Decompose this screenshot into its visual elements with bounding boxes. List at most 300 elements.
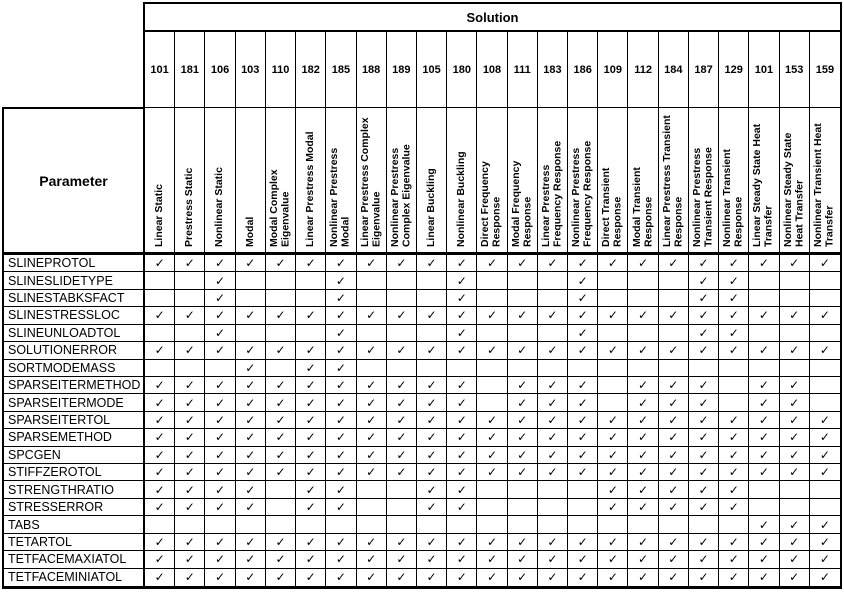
checkmark-icon: ✓ xyxy=(758,570,769,585)
check-cell-empty xyxy=(508,272,538,289)
check-cell-checked xyxy=(659,499,689,516)
check-cell-checked xyxy=(296,429,326,446)
checkmark-icon: ✓ xyxy=(668,465,679,480)
check-cell-checked xyxy=(145,377,175,394)
checkmark-icon: ✓ xyxy=(366,465,377,480)
checkmark-icon: ✓ xyxy=(698,291,709,306)
checkmark-icon: ✓ xyxy=(668,534,679,549)
check-cell-checked xyxy=(266,394,296,411)
checkmark-icon: ✓ xyxy=(335,256,346,271)
checkmark-icon: ✓ xyxy=(638,256,649,271)
parameter-name: TETFACEMINIATOL xyxy=(8,570,123,585)
checkmark-icon: ✓ xyxy=(607,465,618,480)
check-cell-empty xyxy=(387,290,417,307)
checkmark-icon: ✓ xyxy=(275,447,286,462)
checkmark-icon: ✓ xyxy=(789,517,800,532)
check-cell-checked xyxy=(205,394,235,411)
check-cell-checked xyxy=(568,569,598,586)
solution-name-cell xyxy=(568,108,598,252)
check-cell-checked xyxy=(628,534,658,551)
check-cell-checked xyxy=(417,429,447,446)
solution-name-label: Modal xyxy=(243,216,256,247)
checkmark-icon: ✓ xyxy=(426,482,437,497)
checkmark-icon: ✓ xyxy=(577,378,588,393)
check-cell-checked xyxy=(719,429,749,446)
checkmark-icon: ✓ xyxy=(789,447,800,462)
checkmark-icon: ✓ xyxy=(456,430,467,445)
checkmark-icon: ✓ xyxy=(547,412,558,427)
checkmark-icon: ✓ xyxy=(728,500,739,515)
check-cell-checked xyxy=(417,394,447,411)
checkmark-icon: ✓ xyxy=(789,395,800,410)
check-cell-checked xyxy=(477,464,507,481)
checkmark-icon: ✓ xyxy=(758,308,769,323)
check-cell-checked xyxy=(266,447,296,464)
check-cell-empty xyxy=(266,272,296,289)
check-cell-checked xyxy=(236,360,266,377)
check-cell-checked xyxy=(719,255,749,272)
check-cell-empty xyxy=(659,360,689,377)
checkmark-icon: ✓ xyxy=(728,412,739,427)
checkmark-icon: ✓ xyxy=(245,500,256,515)
check-cell-empty xyxy=(598,290,628,307)
check-cell-checked xyxy=(749,377,779,394)
checkmark-icon: ✓ xyxy=(366,395,377,410)
check-cell-checked xyxy=(357,429,387,446)
check-cell-checked xyxy=(568,255,598,272)
check-cell-checked xyxy=(780,394,810,411)
checkmark-icon: ✓ xyxy=(698,447,709,462)
check-cell-empty xyxy=(508,481,538,498)
checkmark-icon: ✓ xyxy=(728,343,739,358)
check-cell-checked xyxy=(175,551,205,568)
check-cell-empty xyxy=(477,325,507,342)
check-cell-checked xyxy=(508,255,538,272)
solution-number: 188 xyxy=(357,32,387,107)
checkmark-icon: ✓ xyxy=(819,430,830,445)
check-cell-checked xyxy=(145,499,175,516)
check-cell-checked xyxy=(205,325,235,342)
check-cell-checked xyxy=(357,342,387,359)
checkmark-icon: ✓ xyxy=(758,343,769,358)
checkmark-icon: ✓ xyxy=(638,570,649,585)
check-cell-checked xyxy=(236,412,266,429)
checkmark-icon: ✓ xyxy=(275,570,286,585)
checkmark-icon: ✓ xyxy=(607,482,618,497)
parameter-name: SPARSEITERMETHOD xyxy=(4,377,143,394)
solution-number: 189 xyxy=(387,32,417,107)
checkmark-icon: ✓ xyxy=(154,343,165,358)
solution-name-cell xyxy=(689,108,719,252)
solution-number: 106 xyxy=(205,32,235,107)
check-cell-empty xyxy=(719,394,749,411)
checkmark-icon: ✓ xyxy=(547,534,558,549)
checkmark-icon: ✓ xyxy=(184,412,195,427)
check-cell-checked xyxy=(628,394,658,411)
check-cell-checked xyxy=(175,377,205,394)
check-cell-checked xyxy=(236,447,266,464)
checkmark-icon: ✓ xyxy=(486,256,498,271)
check-cell-empty xyxy=(266,325,296,342)
checkmark-icon: ✓ xyxy=(154,500,165,515)
checkmark-icon: ✓ xyxy=(607,570,618,585)
checkmark-icon: ✓ xyxy=(698,256,709,271)
check-cell-checked xyxy=(447,255,477,272)
check-cell-checked xyxy=(477,551,507,568)
check-cell-checked xyxy=(145,534,175,551)
checkmark-icon: ✓ xyxy=(758,395,769,410)
checkmark-icon: ✓ xyxy=(335,500,346,515)
check-cell-empty xyxy=(175,516,205,533)
check-cell-checked xyxy=(357,412,387,429)
check-cell-checked xyxy=(266,429,296,446)
parameter-name: SPARSEMETHOD xyxy=(4,429,143,446)
check-cell-checked xyxy=(749,569,779,586)
check-cell-checked xyxy=(296,569,326,586)
checkmark-icon: ✓ xyxy=(215,291,226,306)
checkmark-icon: ✓ xyxy=(728,325,739,340)
checkmark-icon: ✓ xyxy=(668,378,679,393)
check-cell-checked xyxy=(175,499,205,516)
check-cell-checked xyxy=(719,481,749,498)
check-cell-empty xyxy=(810,377,840,394)
checkmark-icon: ✓ xyxy=(607,500,618,515)
check-cell-checked xyxy=(568,429,598,446)
check-cell-checked xyxy=(387,569,417,586)
check-cell-empty xyxy=(568,481,598,498)
check-cell-checked xyxy=(598,534,628,551)
checkmark-icon: ✓ xyxy=(154,412,165,427)
checkmark-icon: ✓ xyxy=(215,378,226,393)
solution-name-label: Nonlinear Prestress Transient Response xyxy=(691,147,715,247)
check-cell-checked xyxy=(387,342,417,359)
check-cell-checked xyxy=(780,255,810,272)
solution-number: 101 xyxy=(145,32,175,107)
solution-name-label: Direct Frequency Response xyxy=(479,161,503,247)
parameter-header-cell xyxy=(2,107,143,255)
checkmark-icon: ✓ xyxy=(215,465,226,480)
check-cell-checked xyxy=(689,290,719,307)
checkmark-icon: ✓ xyxy=(396,412,407,427)
checkmark-icon: ✓ xyxy=(668,308,679,323)
check-cell-checked xyxy=(538,429,568,446)
checkmark-icon: ✓ xyxy=(486,308,498,323)
checkmark-icon: ✓ xyxy=(547,465,558,480)
checkmark-icon: ✓ xyxy=(517,256,528,271)
check-cell-checked xyxy=(357,447,387,464)
check-cell-checked xyxy=(236,394,266,411)
check-cell-empty xyxy=(598,516,628,533)
check-cell-empty xyxy=(175,290,205,307)
check-cell-checked xyxy=(145,255,175,272)
checkmark-icon: ✓ xyxy=(245,395,256,410)
checkmark-icon: ✓ xyxy=(758,412,769,427)
check-cell-checked xyxy=(447,342,477,359)
checkmark-icon: ✓ xyxy=(184,534,195,549)
checkmark-icon: ✓ xyxy=(245,447,256,462)
check-cell-checked xyxy=(598,307,628,324)
check-cell-checked xyxy=(175,255,205,272)
check-cell-empty xyxy=(266,516,296,533)
checkmark-icon: ✓ xyxy=(275,465,286,480)
checkmark-icon: ✓ xyxy=(396,465,407,480)
checkmark-icon: ✓ xyxy=(245,482,256,497)
check-cell-checked xyxy=(175,412,205,429)
solution-name-label: Linear Static xyxy=(152,183,165,247)
check-cell-checked xyxy=(175,481,205,498)
check-cell-empty xyxy=(780,499,810,516)
check-cell-checked xyxy=(477,569,507,586)
check-cell-checked xyxy=(236,464,266,481)
check-cell-checked xyxy=(749,394,779,411)
check-cell-checked xyxy=(326,290,356,307)
check-cell-checked xyxy=(296,481,326,498)
check-cell-empty xyxy=(236,325,266,342)
checkmark-icon: ✓ xyxy=(607,343,618,358)
checkmark-icon: ✓ xyxy=(184,343,195,358)
check-cell-checked xyxy=(598,255,628,272)
parameter-name: SPARSEITERMODE xyxy=(4,394,143,411)
checkmark-icon: ✓ xyxy=(215,534,226,549)
check-cell-checked xyxy=(387,394,417,411)
solution-name-cell xyxy=(749,108,779,252)
check-cell-empty xyxy=(175,272,205,289)
check-cell-checked xyxy=(719,534,749,551)
checkmark-icon: ✓ xyxy=(728,447,739,462)
checkmark-icon: ✓ xyxy=(577,412,588,427)
checkmark-icon: ✓ xyxy=(184,552,195,567)
checkmark-icon: ✓ xyxy=(758,534,769,549)
checkmark-icon: ✓ xyxy=(668,552,679,567)
checkmark-icon: ✓ xyxy=(668,500,679,515)
check-cell-checked xyxy=(447,499,477,516)
check-cell-checked xyxy=(538,412,568,429)
check-cell-checked xyxy=(205,534,235,551)
check-cell-checked xyxy=(296,255,326,272)
check-cell-checked xyxy=(628,342,658,359)
checkmark-icon: ✓ xyxy=(154,256,165,271)
checkmark-icon: ✓ xyxy=(245,430,256,445)
check-cell-checked xyxy=(296,377,326,394)
check-cell-checked xyxy=(417,307,447,324)
checkmark-icon: ✓ xyxy=(215,552,226,567)
solution-number: 159 xyxy=(815,63,835,76)
solution-name-cell xyxy=(236,108,266,252)
checkmark-icon: ✓ xyxy=(456,465,467,480)
check-cell-empty xyxy=(598,272,628,289)
check-cell-checked xyxy=(477,255,507,272)
solution-name-label: Nonlinear Transient Heat Transfer xyxy=(812,123,836,247)
parameter-name: STIFFZEROTOL xyxy=(4,464,143,481)
check-cell-empty xyxy=(659,290,689,307)
checkmark-icon: ✓ xyxy=(668,395,679,410)
solution-name-cell xyxy=(598,108,628,252)
checkmark-icon: ✓ xyxy=(819,552,830,567)
check-cell-checked xyxy=(357,377,387,394)
check-cell-checked xyxy=(598,551,628,568)
check-cell-checked xyxy=(568,551,598,568)
checkmark-icon: ✓ xyxy=(638,465,649,480)
check-cell-empty xyxy=(357,360,387,377)
solution-header-label: Solution xyxy=(466,9,519,25)
check-cell-empty xyxy=(628,325,658,342)
check-cell-checked xyxy=(628,307,658,324)
check-cell-checked xyxy=(236,534,266,551)
check-cell-empty xyxy=(749,481,779,498)
checkmark-icon: ✓ xyxy=(638,412,649,427)
checkmark-icon: ✓ xyxy=(577,308,588,323)
check-cell-empty xyxy=(810,325,840,342)
checkmark-icon: ✓ xyxy=(245,256,256,271)
checkmark-icon: ✓ xyxy=(547,256,558,271)
checkmark-icon: ✓ xyxy=(607,308,618,323)
solution-name-label: Nonlinear Prestress Frequency Response xyxy=(570,140,594,247)
check-cell-checked xyxy=(780,377,810,394)
checkmark-icon: ✓ xyxy=(789,412,800,427)
check-cell-checked xyxy=(659,307,689,324)
check-cell-checked xyxy=(387,377,417,394)
check-cell-checked xyxy=(447,412,477,429)
check-cell-checked xyxy=(326,534,356,551)
check-cell-checked xyxy=(689,412,719,429)
checkmark-icon: ✓ xyxy=(305,500,316,515)
check-cell-checked xyxy=(628,551,658,568)
checkmark-icon: ✓ xyxy=(456,273,467,288)
solution-name-label: Modal Frequency Response xyxy=(509,160,534,247)
solution-name-label: Modal Transient Response xyxy=(630,167,655,247)
checkmark-icon: ✓ xyxy=(547,308,558,323)
check-cell-checked xyxy=(780,342,810,359)
check-cell-checked xyxy=(780,447,810,464)
check-cell-checked xyxy=(387,412,417,429)
check-cell-checked xyxy=(417,481,447,498)
check-cell-checked xyxy=(659,464,689,481)
check-cell-checked xyxy=(326,569,356,586)
checkmark-icon: ✓ xyxy=(789,570,800,585)
check-cell-checked xyxy=(326,412,356,429)
checkmark-icon: ✓ xyxy=(607,430,618,445)
checkmark-icon: ✓ xyxy=(305,570,316,585)
checkmark-icon: ✓ xyxy=(517,447,528,462)
checkmark-icon: ✓ xyxy=(789,430,800,445)
checkmark-icon: ✓ xyxy=(396,308,407,323)
checkmark-icon: ✓ xyxy=(698,430,709,445)
checkmark-icon: ✓ xyxy=(215,500,226,515)
solution-name-label: Linear Prestress Frequency Response xyxy=(539,140,564,247)
solution-number: 129 xyxy=(719,32,749,107)
checkmark-icon: ✓ xyxy=(577,291,588,306)
check-cell-checked xyxy=(417,342,447,359)
checkmark-icon: ✓ xyxy=(335,325,346,340)
check-cell-checked xyxy=(628,429,658,446)
checkmark-icon: ✓ xyxy=(456,534,467,549)
check-cell-empty xyxy=(387,325,417,342)
checkmark-icon: ✓ xyxy=(215,482,226,497)
check-cell-checked xyxy=(417,412,447,429)
checkmark-icon: ✓ xyxy=(154,465,165,480)
check-cell-checked xyxy=(447,551,477,568)
checkmark-icon: ✓ xyxy=(305,378,316,393)
check-cell-empty xyxy=(477,377,507,394)
parameter-name: TETARTOL xyxy=(4,534,143,551)
check-cell-empty xyxy=(749,325,779,342)
solution-name-label: Nonlinear Prestress Modal xyxy=(328,147,352,247)
checkmark-icon: ✓ xyxy=(577,343,588,358)
checkmark-icon: ✓ xyxy=(335,412,346,427)
checkmark-icon: ✓ xyxy=(577,447,588,462)
checkmark-icon: ✓ xyxy=(426,465,437,480)
solution-number: 180 xyxy=(447,32,477,107)
check-cell-checked xyxy=(659,394,689,411)
check-cell-checked xyxy=(175,429,205,446)
checkmark-icon: ✓ xyxy=(335,482,346,497)
check-cell-checked xyxy=(508,342,538,359)
checkmark-icon: ✓ xyxy=(366,308,377,323)
check-cell-checked xyxy=(387,255,417,272)
check-cell-checked xyxy=(538,342,568,359)
check-cell-checked xyxy=(598,481,628,498)
check-cell-checked xyxy=(810,516,840,533)
checkmark-icon: ✓ xyxy=(819,256,830,271)
check-cell-checked xyxy=(689,377,719,394)
check-cell-checked xyxy=(205,412,235,429)
check-cell-checked xyxy=(538,255,568,272)
checkmark-icon: ✓ xyxy=(698,325,709,340)
check-cell-checked xyxy=(780,516,810,533)
solution-number: 181 xyxy=(175,32,205,107)
check-cell-checked xyxy=(659,569,689,586)
checkmark-icon: ✓ xyxy=(426,412,437,427)
solution-name-label: Linear Steady State Heat Transfer xyxy=(751,123,775,247)
checkmark-icon: ✓ xyxy=(698,570,709,585)
parameter-name: SPCGEN xyxy=(4,447,143,464)
check-cell-empty xyxy=(659,272,689,289)
parameter-name: SOLUTIONERROR xyxy=(4,342,143,359)
checkmark-icon: ✓ xyxy=(245,378,256,393)
check-cell-checked xyxy=(145,342,175,359)
check-cell-checked xyxy=(598,447,628,464)
check-cell-checked xyxy=(205,272,235,289)
checkmark-icon: ✓ xyxy=(366,534,377,549)
solution-name-cell xyxy=(810,108,840,252)
checkmark-icon: ✓ xyxy=(245,308,256,323)
check-cell-checked xyxy=(477,534,507,551)
check-cell-checked xyxy=(205,447,235,464)
checkmark-icon: ✓ xyxy=(728,552,739,567)
checkmark-icon: ✓ xyxy=(577,552,588,567)
check-cell-checked xyxy=(780,307,810,324)
check-cell-checked xyxy=(659,342,689,359)
checkmark-icon: ✓ xyxy=(245,465,256,480)
check-cell-checked xyxy=(659,481,689,498)
check-cell-empty xyxy=(266,290,296,307)
check-cell-checked xyxy=(538,307,568,324)
check-cell-checked xyxy=(145,447,175,464)
checkmark-icon: ✓ xyxy=(335,360,346,375)
check-cell-checked xyxy=(659,551,689,568)
solution-name-label: Linear Prestress Modal xyxy=(303,131,316,247)
check-cell-checked xyxy=(810,464,840,481)
checkmark-icon: ✓ xyxy=(547,343,558,358)
solution-names-row xyxy=(143,107,842,255)
check-cell-checked xyxy=(810,534,840,551)
checkmark-icon: ✓ xyxy=(638,534,649,549)
checkmark-icon: ✓ xyxy=(789,308,800,323)
check-cell-checked xyxy=(205,551,235,568)
checkmark-icon: ✓ xyxy=(728,273,739,288)
checkmark-icon: ✓ xyxy=(305,447,316,462)
checkmark-icon: ✓ xyxy=(184,465,195,480)
